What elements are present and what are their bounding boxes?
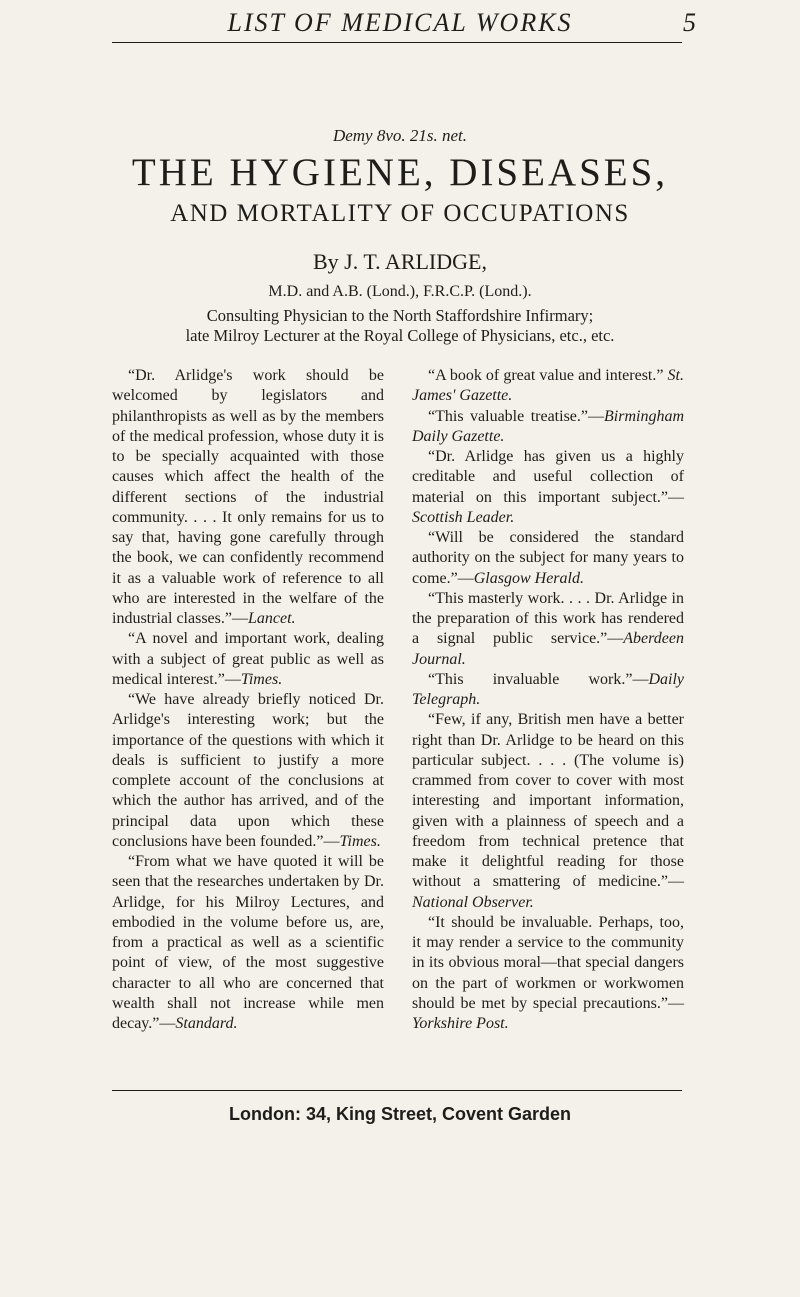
review-source: Aberdeen Journal. — [412, 630, 684, 668]
reviews-right-column — [412, 366, 684, 1034]
review-source: Times. — [240, 670, 283, 688]
review-source: Daily Telegraph. — [412, 670, 684, 708]
review-source: Glasgow Herald. — [473, 569, 584, 587]
review: “This valuable treatise.”—Birmingham Daily Gazette. — [412, 407, 684, 445]
review: “A novel and important work, dealing with a subject of great public as well as medical interest.”—Times. — [112, 630, 384, 688]
author: By J. T. ARLIDGE, — [313, 249, 487, 274]
author-degrees: M.D. and A.B. (Lond.), F.R.C.P. (Lond.). — [268, 283, 532, 300]
review-source: Times. — [339, 832, 381, 850]
review: “A book of great value and interest.” St. James' Gazette. — [412, 367, 684, 405]
review-source: St. James' Gazette. — [412, 367, 684, 405]
header-rule — [112, 42, 682, 43]
review: “From what we have quoted it will be seen that the researches undertaken by Dr. Arlidge, for his Milroy Lectures, and embodied in the volume before us, are, from a practical as well as a scientific point of view, of the most suggestive character to all who are concerned that wealth shall not increase while men decay.”—Standard. — [112, 853, 384, 1032]
review: “Dr. Arlidge's work should be welcomed by legislators and philanthropists as well as by the members of the medical profession, whose duty it is to be specially acquainted with those causes which affect the health of the different sections of the industrial community. . . . It only remains for us to say that, having gone carefully through the book, we can confidently recommend it as a valuable work of reference to all who are interested in the welfare of the industrial classes.”—Lancet. — [112, 367, 384, 627]
review-source: Birmingham Daily Gazette. — [412, 407, 684, 445]
author-role-2: late Milroy Lecturer at the Royal College of Physicians, etc., etc. — [185, 326, 615, 345]
review: “Will be considered the standard authority on the subject for many years to come.”—Glasgow Herald. — [412, 529, 684, 587]
publisher-imprint: London: 34, King Street, Covent Garden — [228, 1104, 572, 1124]
review: “Few, if any, British men have a better right than Dr. Arlidge to be heard on this particular subject. . . . (The volume is) crammed from cover to cover with most interesting and important information, given with a plainness of speech and a freedom from technical pretence that make it delightful reading for those without a smattering of medicine.”—National Observer. — [412, 711, 684, 911]
running-title: LIST OF MEDICAL WORKS — [227, 8, 573, 37]
review: “Dr. Arlidge has given us a highly creditable and useful collection of material on this important subject.”—Scottish Leader. — [412, 448, 684, 526]
review: “We have already briefly noticed Dr. Arlidge's interesting work; but the importance of the questions with which it deals is sufficient to justify a more complete account of the conclusions at which the author has arrived, and of the principal data upon which these conclusions have been founded.”—Times. — [112, 691, 384, 850]
review-source: Scottish Leader. — [412, 508, 515, 526]
review-source: Yorkshire Post. — [412, 1015, 509, 1032]
page-number: 5 — [683, 8, 696, 37]
review: “It should be invaluable. Perhaps, too, it may render a service to the community in its obvious moral—that special dangers on the part of workmen or workwomen should be met by special precautions.”—Yorkshire Post. — [412, 913, 684, 1032]
review-source: National Observer. — [412, 893, 534, 911]
review-source: Lancet. — [247, 610, 296, 627]
author-role-1: Consulting Physician to the North Staffordshire Infirmary; — [206, 306, 594, 325]
reviews-left-column — [112, 366, 384, 1034]
book-title-line-2: AND MORTALITY OF OCCUPATIONS — [170, 200, 630, 227]
footer-rule — [112, 1090, 682, 1091]
book-title-line-1: THE HYGIENE, DISEASES, — [131, 151, 669, 194]
format-price: Demy 8vo. 21s. net. — [332, 126, 468, 145]
review-source: Standard. — [175, 1015, 238, 1032]
review: “This masterly work. . . . Dr. Arlidge in the preparation of this work has rendered a signal public service.”—Aberdeen Journal. — [412, 589, 684, 668]
review: “This invaluable work.”—Daily Telegraph. — [412, 670, 684, 708]
